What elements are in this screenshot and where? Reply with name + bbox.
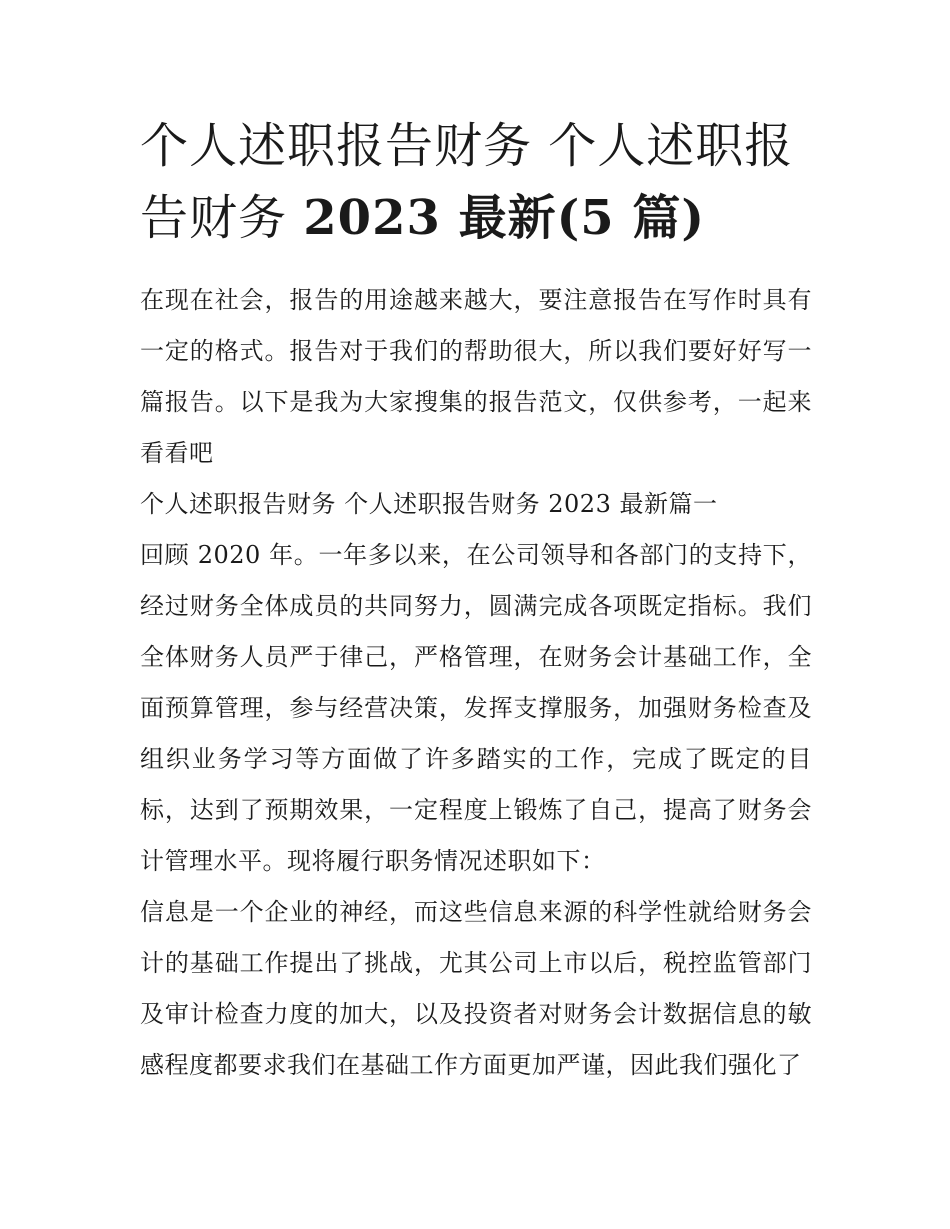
title-line-2-prefix: 告财务 [140, 190, 304, 246]
body-paragraph-2: 信息是一个企业的神经，而这些信息来源的科学性就给财务会计的基础工作提出了挑战，尤其公司上市以后，税控监管部门及审计检查力度的加大，以及投资者对财务会计数据信息的敏感程度都要求我们在基础工作方面更加严谨，因此我们强化了 [140, 898, 812, 1079]
title-line-1: 个人述职报告财务 个人述职报 [140, 118, 794, 174]
intro-paragraph: 在现在社会，报告的用途越来越大，要注意报告在写作时具有一定的格式。报告对于我们的帮助很大，所以我们要好好写一篇报告。以下是我为大家搜集的报告范文，仅供参考，一起来看看吧 [140, 286, 812, 467]
section-heading: 个人述职报告财务 个人述职报告财务 2023 最新篇一 [140, 490, 718, 518]
title-line-2-bold: 2023 最新(5 篇) [303, 190, 706, 246]
document-title [140, 110, 820, 254]
body-paragraph-1: 回顾 2020 年。一年多以来，在公司领导和各部门的支持下，经过财务全体成员的共同努力，圆满完成各项既定指标。我们全体财务人员严于律己，严格管理，在财务会计基础工作，全面预算管理，参与经营决策，发挥支撑服务，加强财务检查及组织业务学习等方面做了许多踏实的工作，完成了既定的目标，达到了预期效果，一定程度上锻炼了自己，提高了财务会计管理水平。现将履行职务情况述职如下： [140, 541, 812, 875]
